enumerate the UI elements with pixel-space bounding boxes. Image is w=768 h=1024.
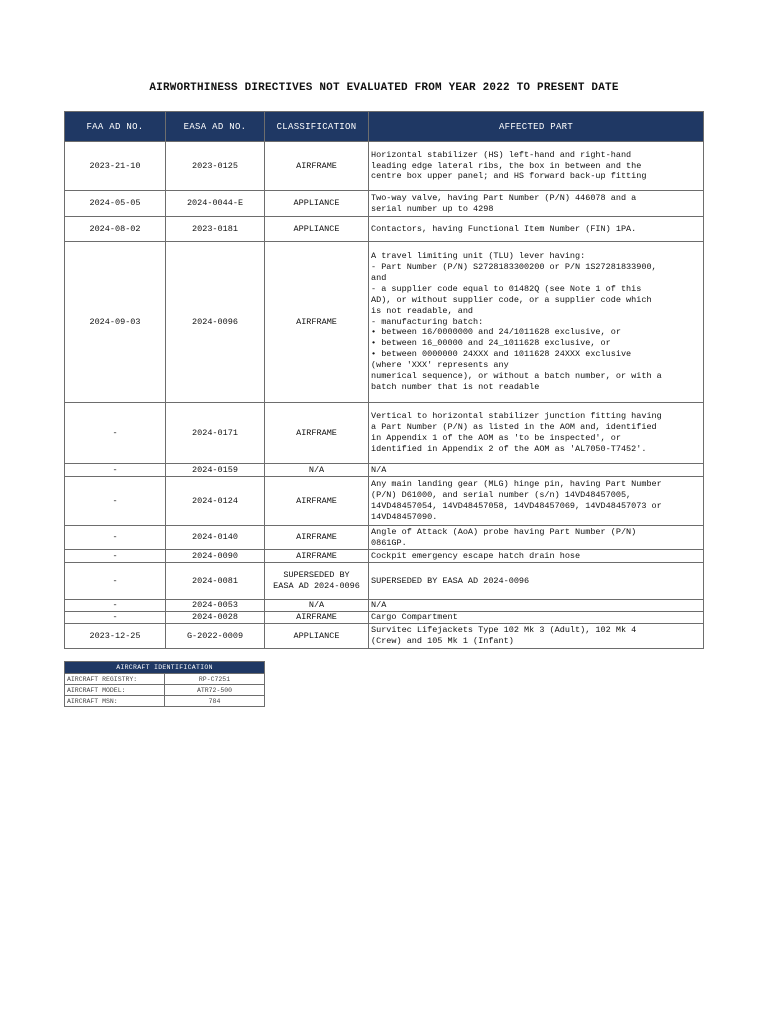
aircraft-identification-heading: AIRCRAFT IDENTIFICATION	[65, 662, 265, 674]
classification-cell: AIRFRAME	[265, 612, 369, 624]
faa-ad-no-cell: -	[65, 526, 166, 550]
easa-ad-no-cell: 2023-0181	[166, 217, 265, 242]
table-row	[65, 526, 704, 550]
affected-part-cell: Cargo Compartment	[369, 612, 704, 624]
affected-part-cell: Cockpit emergency escape hatch drain hose	[369, 550, 704, 563]
table-row	[65, 464, 704, 477]
aircraft-model-value: ATR72-500	[165, 685, 265, 696]
faa-ad-no-cell: 2023-12-25	[65, 624, 166, 649]
affected-part-cell: Any main landing gear (MLG) hinge pin, having Part Number (P/N) D61000, and serial number (s/n) 14VD48457005, 14VD48457054, 14VD48457058, 14VD48457069, 14VD48457073 or 14VD48457090.	[369, 477, 704, 526]
table-row	[65, 624, 704, 649]
easa-ad-no-cell: 2024-0028	[166, 612, 265, 624]
affected-part-cell: Vertical to horizontal stabilizer junction fitting having a Part Number (P/N) as listed in the AOM and, identified in Appendix 1 of the AOM as 'to be inspected', or identified in Appendix 2 of the AOM as 'AL7050-T7452'.	[369, 403, 704, 464]
faa-ad-no-cell: -	[65, 550, 166, 563]
easa-ad-no-cell: 2024-0053	[166, 600, 265, 612]
faa-ad-no-cell: -	[65, 612, 166, 624]
faa-ad-no-cell: -	[65, 600, 166, 612]
affected-part-cell: Horizontal stabilizer (HS) left-hand and right-hand leading edge lateral ribs, the box in between and the centre box upper panel; and HS forward back-up fitting	[369, 142, 704, 191]
header-affected-part: AFFECTED PART	[369, 112, 704, 142]
easa-ad-no-cell: 2024-0044-E	[166, 191, 265, 217]
aircraft-msn-value: 784	[165, 696, 265, 707]
classification-cell: AIRFRAME	[265, 477, 369, 526]
table-row	[65, 242, 704, 403]
classification-cell: SUPERSEDED BY EASA AD 2024-0096	[265, 563, 369, 600]
faa-ad-no-cell: -	[65, 464, 166, 477]
easa-ad-no-cell: 2023-0125	[166, 142, 265, 191]
table-header-row	[65, 112, 704, 142]
faa-ad-no-cell: 2024-09-03	[65, 242, 166, 403]
aircraft-registry-label: AIRCRAFT REGISTRY:	[65, 674, 165, 685]
classification-cell: AIRFRAME	[265, 526, 369, 550]
table-row	[65, 477, 704, 526]
page-title: AIRWORTHINESS DIRECTIVES NOT EVALUATED FROM YEAR 2022 TO PRESENT DATE	[149, 82, 619, 94]
easa-ad-no-cell: 2024-0140	[166, 526, 265, 550]
table-row	[65, 403, 704, 464]
classification-cell: AIRFRAME	[265, 550, 369, 563]
table-row	[65, 142, 704, 191]
faa-ad-no-cell: 2023-21-10	[65, 142, 166, 191]
aircraft-model-label: AIRCRAFT MODEL:	[65, 685, 165, 696]
affected-part-cell: Angle of Attack (AoA) probe having Part Number (P/N) 0861GP.	[369, 526, 704, 550]
classification-cell: AIRFRAME	[265, 142, 369, 191]
table-row	[65, 550, 704, 563]
affected-part-cell: N/A	[369, 464, 704, 477]
aircraft-model-row	[65, 685, 265, 696]
aircraft-registry-row	[65, 674, 265, 685]
easa-ad-no-cell: 2024-0159	[166, 464, 265, 477]
classification-cell: AIRFRAME	[265, 403, 369, 464]
aircraft-msn-label: AIRCRAFT MSN:	[65, 696, 165, 707]
faa-ad-no-cell: 2024-05-05	[65, 191, 166, 217]
affected-part-cell: N/A	[369, 600, 704, 612]
table-row	[65, 600, 704, 612]
easa-ad-no-cell: 2024-0090	[166, 550, 265, 563]
easa-ad-no-cell: G-2022-0009	[166, 624, 265, 649]
table-row	[65, 563, 704, 600]
classification-cell: APPLIANCE	[265, 217, 369, 242]
aircraft-msn-row	[65, 696, 265, 707]
affected-part-cell: Survitec Lifejackets Type 102 Mk 3 (Adult), 102 Mk 4 (Crew) and 105 Mk 1 (Infant)	[369, 624, 704, 649]
easa-ad-no-cell: 2024-0081	[166, 563, 265, 600]
faa-ad-no-cell: -	[65, 563, 166, 600]
table-row	[65, 217, 704, 242]
ad-table	[64, 111, 704, 649]
header-classification: CLASSIFICATION	[265, 112, 369, 142]
affected-part-cell: Contactors, having Functional Item Number (FIN) 1PA.	[369, 217, 704, 242]
aircraft-registry-value: RP-C7251	[165, 674, 265, 685]
table-row	[65, 191, 704, 217]
table-row	[65, 612, 704, 624]
header-easa-ad-no: EASA AD NO.	[166, 112, 265, 142]
easa-ad-no-cell: 2024-0171	[166, 403, 265, 464]
affected-part-cell: Two-way valve, having Part Number (P/N) 446078 and a serial number up to 4298	[369, 191, 704, 217]
classification-cell: APPLIANCE	[265, 624, 369, 649]
faa-ad-no-cell: -	[65, 403, 166, 464]
classification-cell: N/A	[265, 600, 369, 612]
classification-cell: APPLIANCE	[265, 191, 369, 217]
easa-ad-no-cell: 2024-0124	[166, 477, 265, 526]
affected-part-cell: SUPERSEDED BY EASA AD 2024-0096	[369, 563, 704, 600]
affected-part-cell: A travel limiting unit (TLU) lever having: - Part Number (P/N) S2728183300200 or P/N 1S27281833900, and - a supplier code equal to 01482Q (see Note 1 of this AD), or without supplier code, or a supplier code which is not readable, and - manufacturing batch: • between 16/0000000 and 24/1011628 exclusive, or • between 16_00000 and 24_1011628 exclusive, or • between 0000000 24XXX and 1011628 24XXX exclusive (where 'XXX' represents any numerical sequence), or without a batch number, or with a batch number that is not readable	[369, 242, 704, 403]
easa-ad-no-cell: 2024-0096	[166, 242, 265, 403]
faa-ad-no-cell: -	[65, 477, 166, 526]
header-faa-ad-no: FAA AD NO.	[65, 112, 166, 142]
classification-cell: AIRFRAME	[265, 242, 369, 403]
faa-ad-no-cell: 2024-08-02	[65, 217, 166, 242]
aircraft-identification-table	[64, 661, 265, 707]
classification-cell: N/A	[265, 464, 369, 477]
